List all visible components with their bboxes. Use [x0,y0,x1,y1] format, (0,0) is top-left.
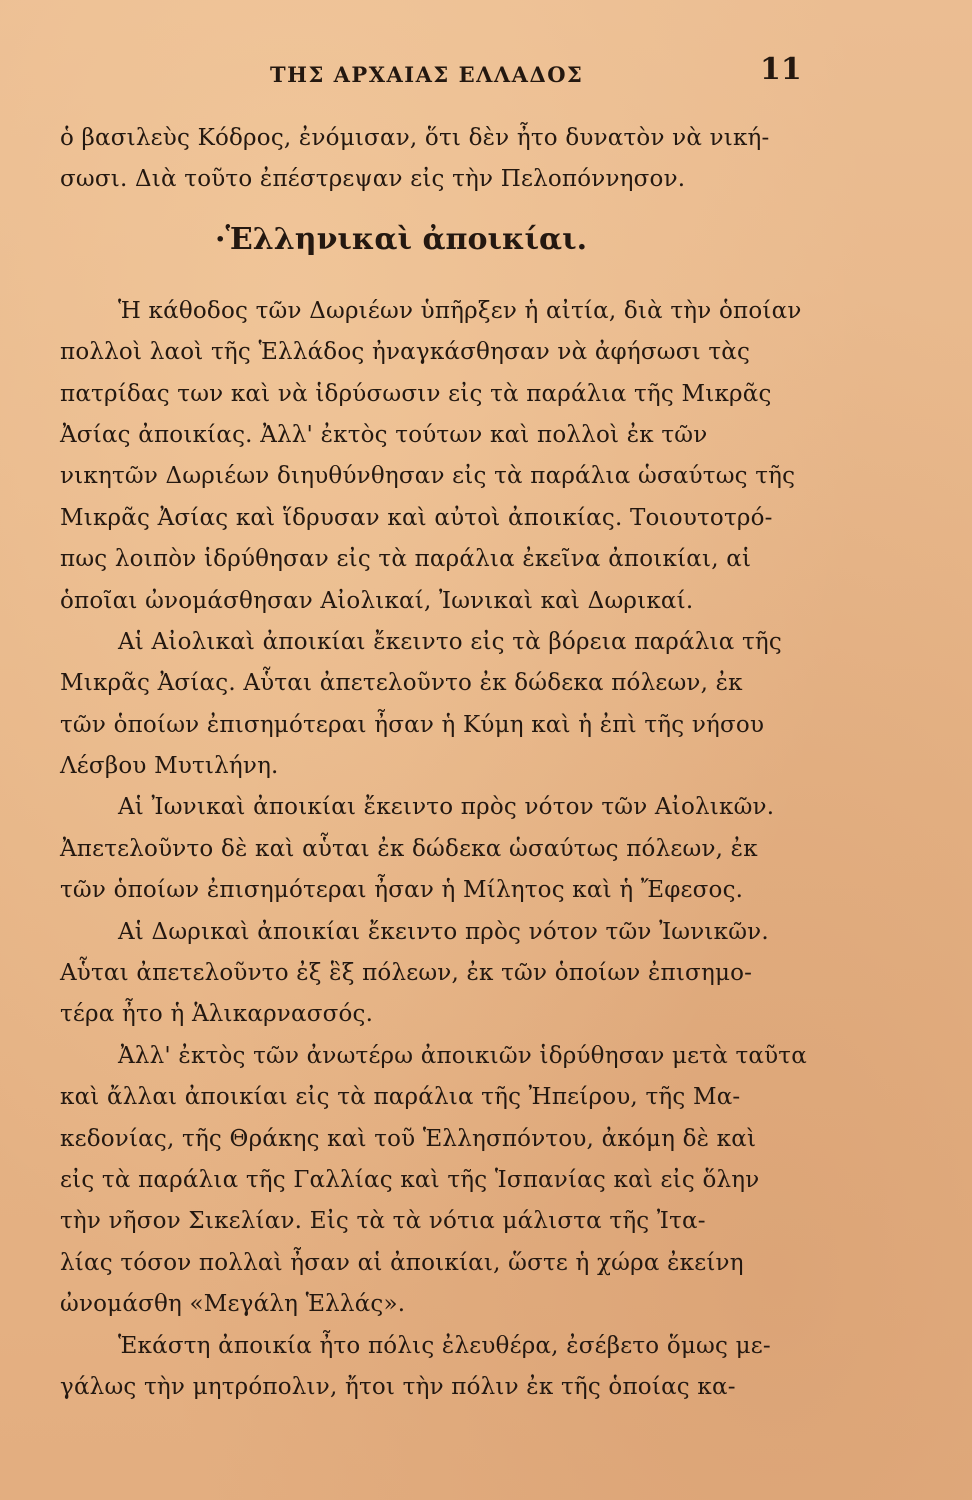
text-line: Μικρᾶς Ἀσίας καὶ ἵδρυσαν καὶ αὐτοὶ ἀποικίας. Τοιουτοτρό- [60,504,773,531]
paragraph-3 [60,787,830,911]
text-line: ὁ βασιλεὺς Κόδρος, ἐνόμισαν, ὅτι δὲν ἦτο δυνατὸν νὰ νική- [60,125,770,151]
text-line: Αὗται ἀπετελοῦντο ἐξ ἓξ πόλεων, ἐκ τῶν ὁποίων ἐπισημο- [60,960,753,987]
text-line: πως λοιπὸν ἱδρύθησαν εἰς τὰ παράλια ἐκεῖνα ἀποικίαι, αἱ [60,546,752,573]
text-line: πολλοὶ λαοὶ τῆς Ἑλλάδος ἠναγκάσθησαν νὰ ἀφήσωσι τὰς [60,339,751,366]
intro-paragraph [60,118,830,201]
text-line: καὶ ἄλλαι ἀποικίαι εἰς τὰ παράλια τῆς Ἠπείρου, τῆς Μα- [60,1084,741,1111]
text-line: γάλως τὴν μητρόπολιν, ἤτοι τὴν πόλιν ἐκ τῆς ὁποίας κα- [60,1373,736,1400]
paragraph-6 [60,1326,830,1409]
text-line: Αἱ Αἰολικαὶ ἀποικίαι ἔκειντο εἰς τὰ βόρεια παράλια τῆς [118,628,782,655]
text-line: Ἡ κάθοδος τῶν Δωριέων ὑπῆρξεν ἡ αἰτία, διὰ τὴν ὁποίαν [118,297,802,324]
paragraph-2 [60,622,830,788]
paragraph-5 [60,1036,830,1326]
text-line: εἰς τὰ παράλια τῆς Γαλλίας καὶ τῆς Ἱσπανίας καὶ εἰς ὅλην [60,1166,760,1193]
text-line: πατρίδας των καὶ νὰ ἱδρύσωσιν εἰς τὰ παράλια τῆς Μικρᾶς [60,380,772,407]
text-line: Ἀλλ' ἐκτὸς τῶν ἀνωτέρω ἀποικιῶν ἱδρύθησαν μετὰ ταῦτα [118,1042,807,1069]
text-line: λίας τόσον πολλαὶ ἦσαν αἱ ἀποικίαι, ὥστε ἡ χώρα ἐκείνη [60,1249,744,1276]
page-number: 11 [760,52,802,87]
text-line: Ἑκάστη ἀποικία ἦτο πόλις ἐλευθέρα, ἐσέβετο ὅμως με- [118,1332,771,1359]
text-line: Μικρᾶς Ἀσίας. Αὗται ἀπετελοῦντο ἐκ δώδεκα πόλεων, ἐκ [60,670,743,697]
text-line: Ἀσίας ἀποικίας. Ἀλλ' ἐκτὸς τούτων καὶ πολλοὶ ἐκ τῶν [60,421,708,448]
text-line: τὴν νῆσον Σικελίαν. Εἰς τὰ τὰ νότια μάλιστα τῆς Ἰτα- [60,1208,706,1235]
paragraph-4 [60,912,830,1036]
text-line: τῶν ὁποίων ἐπισημότεραι ἦσαν ἡ Κύμη καὶ ἡ ἐπὶ τῆς νήσου [60,711,765,738]
paragraph-1 [60,291,830,622]
text-line: Λέσβου Μυτιλήνη. [60,753,279,780]
text-line: τῶν ὁποίων ἐπισημότεραι ἦσαν ἡ Μίλητος καὶ ἡ Ἔφεσος. [60,877,744,904]
text-line: τέρα ἦτο ἡ Ἁλικαρνασσός. [60,1001,374,1028]
text-line: κεδονίας, τῆς Θράκης καὶ τοῦ Ἑλλησπόντου, ἀκόμη δὲ καὶ [60,1125,757,1152]
running-head: ΤΗΣ ΑΡΧΑΙΑΣ ΕΛΛΑΔΟΣ [270,62,584,87]
text-line: Ἀπετελοῦντο δὲ καὶ αὗται ἐκ δώδεκα ὡσαύτως πόλεων, ἐκ [60,835,758,862]
page-header [0,52,972,92]
text-line: νικητῶν Δωριέων διηυθύνθησαν εἰς τὰ παράλια ὡσαύτως τῆς [60,463,796,490]
text-line: Αἱ Ἰωνικαὶ ἀποικίαι ἔκειντο πρὸς νότον τῶν Αἰολικῶν. [118,794,775,821]
section-heading: ·Ἑλληνικαὶ ἀποικίαι. [215,221,588,257]
body-text [60,118,830,1408]
text-line: ὠνομάσθη «Μεγάλη Ἑλλάς». [60,1291,406,1318]
text-line: Αἱ Δωρικαὶ ἀποικίαι ἔκειντο πρὸς νότον τῶν Ἰωνικῶν. [118,918,769,945]
text-line: σωσι. Διὰ τοῦτο ἐπέστρεψαν εἰς τὴν Πελοπόννησον. [60,166,686,193]
text-line: ὁποῖαι ὠνομάσθησαν Αἰολικαί, Ἰωνικαὶ καὶ Δωρικαί. [60,587,694,614]
